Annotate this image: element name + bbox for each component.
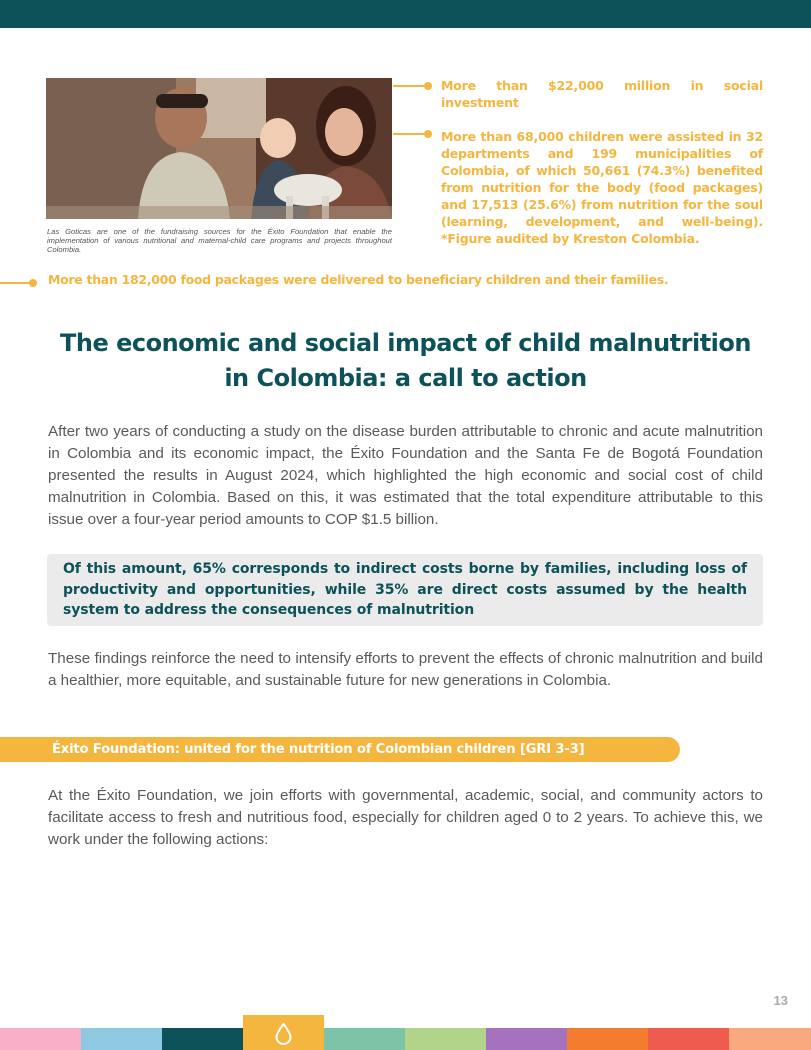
subsection-banner (0, 737, 680, 762)
children-highlight: More than 68,000 children were assisted in 32 departments and 199 municipalities of Colombia, of which 50,661 (74.3%) benefited from nutrition for the body (food packages) and 17,513 (25.6%) from nutrition for the soul (learning, development, and well-being). *Figure audited by Kreston Colombia. (441, 129, 763, 246)
footer-stripe (81, 1028, 162, 1050)
page-number: 13 (773, 993, 788, 1008)
footer-stripe (0, 1028, 81, 1050)
bullet-dot (29, 279, 37, 287)
callout-text: Of this amount, 65% corresponds to indirect costs borne by families, including loss of productivity and opportunities, while 35% are direct costs assumed by the health system to address the consequences of malnutrition (63, 561, 747, 618)
connector-line (0, 282, 32, 284)
water-drop-icon (275, 1023, 292, 1045)
footer-stripe (648, 1028, 729, 1050)
actions-paragraph: At the Éxito Foundation, we join efforts with governmental, academic, social, and community actors to facilitate access to fresh and nutritious food, especially for children aged 0 to 2 years. To achieve this, we work under the following actions: (48, 787, 763, 848)
subsection-title: Éxito Foundation: united for the nutrition of Colombian children [GRI 3-3] (52, 742, 585, 757)
footer-stripe (324, 1028, 405, 1050)
bullet-dot (424, 82, 432, 90)
findings-paragraph: These findings reinforce the need to intensify efforts to prevent the effects of chronic malnutrition and build a healthier, more equitable, and sustainable future for new generations in Colombia. (48, 650, 763, 689)
footer-stripe (162, 1028, 243, 1050)
bullet-dot (424, 130, 432, 138)
family-photo (46, 78, 392, 219)
section-heading: The economic and social impact of child malnutrition in Colombia: a call to action (60, 329, 751, 392)
food-packages-highlight: More than 182,000 food packages were delivered to beneficiary children and their families. (48, 272, 669, 287)
study-paragraph: After two years of conducting a study on the disease burden attributable to chronic and acute malnutrition in Colombia and its economic impact, the Éxito Foundation and the Santa Fe de Bogotá Foundation presented the results in August 2024, which highlighted the high economic and social cost of child malnutrition in Colombia. Based on this, it was estimated that the total expenditure attributable to this issue over a four-year period amounts to COP $1.5 billion. (48, 423, 763, 528)
footer-stripe (567, 1028, 648, 1050)
footer-stripe (486, 1028, 567, 1050)
header-bar (0, 0, 811, 28)
footer-stripe (729, 1028, 811, 1050)
investment-highlight: More than $22,000 million in social investment (441, 78, 763, 110)
footer-tab (243, 1015, 324, 1050)
photo-caption: Las Goticas are one of the fundraising sources for the Éxito Foundation that enable the implementation of various nutritional and maternal-child care programs and projects throughout Colombia. (47, 227, 392, 254)
footer-stripe (405, 1028, 486, 1050)
callout-box (47, 554, 763, 626)
